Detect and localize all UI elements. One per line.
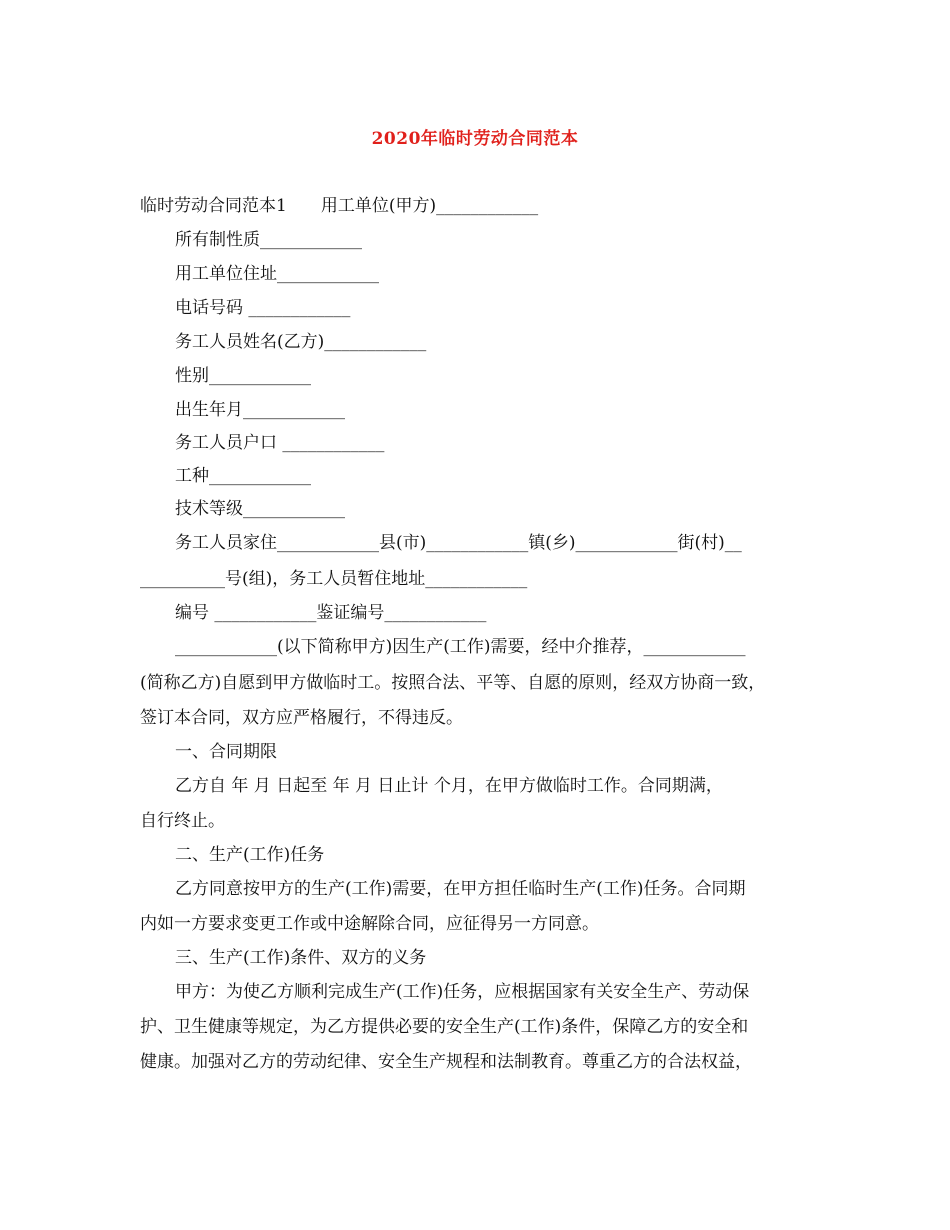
section-heading-task: 二、生产(工作)任务	[175, 845, 325, 865]
contract-line-skill-level: 技术等级____________	[175, 499, 345, 519]
contract-paragraph-line: 甲方：为使乙方顺利完成生产(工作)任务，应根据国家有关安全生产、劳动保	[175, 982, 750, 1002]
contract-paragraph-line: 签订本合同，双方应严格履行，不得违反。	[140, 708, 463, 728]
contract-paragraph-line: 护、卫生健康等规定，为乙方提供必要的安全生产(工作)条件，保障乙方的安全和	[140, 1017, 749, 1037]
contract-line-temp-address: __________号(组)，务工人员暂住地址____________	[140, 569, 528, 589]
contract-line-employer: 临时劳动合同范本1 用工单位(甲方)____________	[140, 196, 539, 216]
contract-line-ownership: 所有制性质____________	[175, 230, 362, 250]
contract-line-birth: 出生年月____________	[175, 400, 345, 420]
contract-paragraph-line: 乙方自 年 月 日起至 年 月 日止计 个月，在甲方做临时工作。合同期满，	[175, 776, 723, 796]
contract-paragraph-line: ____________(以下简称甲方)因生产(工作)需要，经中介推荐，____________	[175, 637, 746, 657]
contract-line-gender: 性别____________	[175, 366, 311, 386]
section-heading-conditions: 三、生产(工作)条件、双方的义务	[175, 948, 427, 968]
contract-line-phone: 电话号码 ____________	[175, 298, 351, 318]
contract-line-employer-address: 用工单位住址____________	[175, 264, 379, 284]
contract-line-worker-name: 务工人员姓名(乙方)____________	[175, 332, 427, 352]
contract-paragraph-line: (简称乙方)自愿到甲方做临时工。按照合法、平等、自愿的原则，经双方协商一致，	[140, 673, 766, 693]
contract-line-home-address: 务工人员家住____________县(市)____________镇(乡)____________街(村)__	[175, 533, 742, 553]
contract-paragraph-line: 内如一方要求变更工作或中途解除合同，应征得另一方同意。	[140, 914, 599, 934]
contract-paragraph-line: 自行终止。	[140, 811, 225, 831]
contract-line-serial: 编号 ____________鉴证编号____________	[175, 603, 487, 623]
contract-paragraph-line: 乙方同意按甲方的生产(工作)需要，在甲方担任临时生产(工作)任务。合同期	[175, 879, 746, 899]
contract-paragraph-line: 健康。加强对乙方的劳动纪律、安全生产规程和法制教育。尊重乙方的合法权益，	[140, 1052, 752, 1072]
section-heading-term: 一、合同期限	[175, 742, 277, 762]
document-title: 2020年临时劳动合同范本	[371, 129, 579, 149]
contract-line-hukou: 务工人员户口 ____________	[175, 433, 385, 453]
contract-line-job-type: 工种____________	[175, 466, 311, 486]
